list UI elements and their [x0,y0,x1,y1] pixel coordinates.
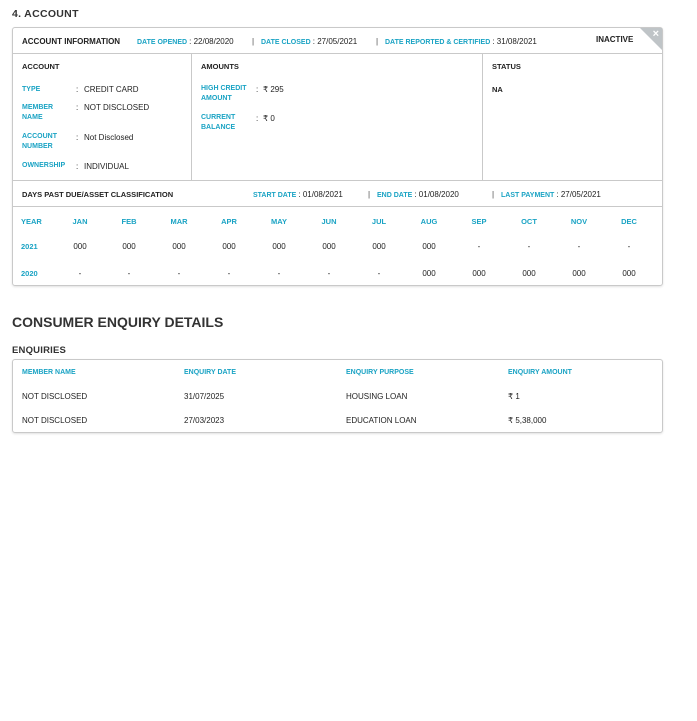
last-payment-value: : 27/05/2021 [556,190,601,199]
enquiry-table [12,359,663,433]
colon: : [76,162,79,171]
dpd-row-year: 2021 [21,242,38,251]
account-number-value: Not Disclosed [84,133,134,142]
dpd-cell: 000 [472,269,486,278]
dpd-cell: 000 [172,242,186,251]
start-date [253,190,343,199]
col-member-name: MEMBER NAME [22,369,76,376]
table-cell: ₹ 1 [508,392,520,401]
dpd-cell: 000 [272,242,286,251]
last-payment-label: LAST PAYMENT [501,192,555,199]
colon: : [256,114,259,123]
col-enquiry-date: ENQUIRY DATE [184,369,236,376]
table-cell: NOT DISCLOSED [22,416,88,425]
date-closed-label: DATE CLOSED [261,39,311,46]
date-reported-label: DATE REPORTED & CERTIFIED [385,39,491,46]
end-date [377,190,459,199]
month-header-4: MAY [271,217,287,226]
date-closed [261,37,357,46]
divider [13,53,662,54]
divider [191,53,192,180]
date-reported-value: : 31/08/2021 [492,37,537,46]
dpd-cell: - [177,269,181,278]
current-balance-label: CURRENT BALANCE [201,114,236,131]
dpd-cell: 000 [422,269,436,278]
date-opened-label: DATE OPENED [137,39,188,46]
section-title: 4. ACCOUNT [12,8,79,20]
end-date-value: : 01/08/2020 [414,190,459,199]
col-enquiry-amount: ENQUIRY AMOUNT [508,369,572,376]
table-cell: HOUSING LOAN [346,392,408,401]
dpd-row-year: 2020 [21,269,38,278]
divider [13,180,662,181]
date-closed-value: : 27/05/2021 [312,37,358,46]
month-header-2: MAR [170,217,188,226]
dpd-title: DAYS PAST DUE/ASSET CLASSIFICATION [22,190,174,199]
year-header: YEAR [21,217,42,226]
dpd-cell: 000 [422,242,436,251]
date-reported [385,37,537,46]
enquiries-subheading: ENQUIRIES [12,345,67,356]
table-cell: 31/07/2025 [184,392,225,401]
colon: : [76,103,79,112]
month-header-8: SEP [471,217,487,226]
account-number-label: ACCOUNT NUMBER [22,133,57,150]
month-header-1: FEB [121,217,137,226]
dpd-cell: 000 [222,242,236,251]
type-value: CREDIT CARD [84,85,139,94]
dpd-cell: - [78,269,82,278]
colon: : [76,133,79,142]
start-date-value: : 01/08/2021 [298,190,343,199]
dpd-cell: 000 [122,242,136,251]
dpd-cell: 000 [322,242,336,251]
dpd-cell: - [527,242,531,251]
type-label: TYPE [22,86,41,93]
account-card [12,27,663,286]
status-badge: INACTIVE [596,35,634,44]
month-header-0: JAN [72,217,88,226]
member-name-value: NOT DISCLOSED [84,103,150,112]
last-payment [501,190,601,199]
date-opened [137,37,234,46]
dpd-cell: - [227,269,231,278]
high-credit-label: HIGH CREDIT AMOUNT [201,85,247,102]
member-name-label: MEMBER NAME [22,104,54,121]
ownership-value: INDIVIDUAL [84,162,129,171]
dpd-cell: - [627,242,631,251]
table-cell: NOT DISCLOSED [22,392,88,401]
divider [13,206,662,207]
high-credit-value: ₹ 295 [263,85,284,94]
month-header-11: DEC [621,217,637,226]
status-value: NA [492,85,503,94]
current-balance-value: ₹ 0 [263,114,275,123]
separator: | [376,37,379,46]
month-header-3: APR [221,217,237,226]
month-header-5: JUN [321,217,337,226]
dpd-cell: 000 [372,242,386,251]
ownership-label: OWNERSHIP [22,162,66,169]
dpd-cell: - [477,242,481,251]
dpd-cell: - [577,242,581,251]
end-date-label: END DATE [377,192,413,199]
separator: | [368,190,371,199]
divider [482,53,483,180]
colon: : [76,85,79,94]
dpd-cell: 000 [572,269,586,278]
dpd-cell: - [127,269,131,278]
dpd-cell: - [277,269,281,278]
account-info-title: ACCOUNT INFORMATION [22,37,121,46]
enquiry-heading: CONSUMER ENQUIRY DETAILS [12,314,224,330]
dpd-cell: 000 [73,242,87,251]
month-header-9: OCT [521,217,537,226]
separator: | [492,190,495,199]
dpd-cell: 000 [522,269,536,278]
status-panel-title: STATUS [492,62,521,71]
dpd-cell: 000 [622,269,636,278]
table-cell: 27/03/2023 [184,416,225,425]
amounts-panel-title: AMOUNTS [201,62,239,71]
account-panel-title: ACCOUNT [22,62,60,71]
colon: : [256,85,259,94]
col-enquiry-purpose: ENQUIRY PURPOSE [346,369,414,376]
month-header-7: AUG [420,217,438,226]
dpd-cell: - [327,269,331,278]
separator: | [252,37,255,46]
month-header-10: NOV [570,217,588,226]
dpd-cell: - [377,269,381,278]
start-date-label: START DATE [253,192,297,199]
month-header-6: JUL [371,217,387,226]
table-cell: EDUCATION LOAN [346,416,417,425]
table-cell: ₹ 5,38,000 [508,416,547,425]
close-icon[interactable]: × [652,28,659,40]
date-opened-value: : 22/08/2020 [189,37,234,46]
